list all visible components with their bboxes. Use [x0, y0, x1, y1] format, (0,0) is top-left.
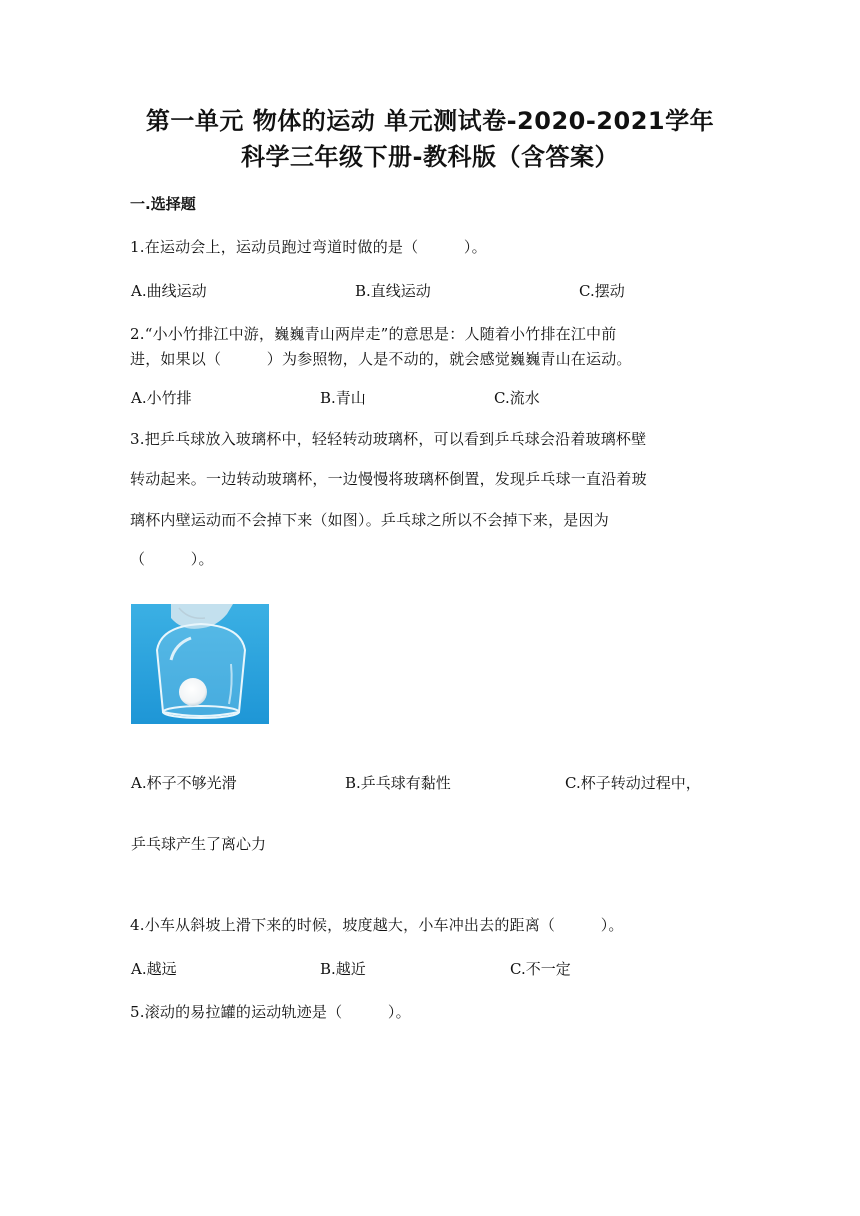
pingpong-ball-icon — [179, 678, 207, 706]
question-5-text: 5.滚动的易拉罐的运动轨迹是（ ）。 — [130, 1003, 411, 1021]
question-3-text-line-2: 转动起来。一边转动玻璃杯，一边慢慢将玻璃杯倒置，发现乒乓球一直沿着玻 — [130, 470, 647, 488]
title-line-2: 科学三年级下册-教科版（含答案） — [241, 143, 619, 171]
question-4-option-a: A.越远 — [131, 960, 177, 978]
question-3-option-a: A.杯子不够光滑 — [131, 774, 237, 792]
question-1-text: 1.在运动会上，运动员跑过弯道时做的是（ ）。 — [130, 238, 487, 256]
glass-cup-pingpong-figure — [131, 604, 269, 724]
title-line-1: 第一单元 物体的运动 单元测试卷-2020-2021学年 — [145, 107, 715, 135]
question-1-option-a: A.曲线运动 — [131, 282, 207, 300]
question-3-option-c: C.杯子转动过程中， — [565, 774, 701, 792]
question-3-text-line-1: 3.把乒乓球放入玻璃杯中，轻轻转动玻璃杯，可以看到乒乓球会沿着玻璃杯壁 — [130, 430, 647, 448]
question-2-option-a: A.小竹排 — [131, 389, 192, 407]
question-1-option-c: C.摆动 — [579, 282, 625, 300]
question-2-text-line-1: 2.“小小竹排江中游，巍巍青山两岸走”的意思是：人随着小竹排在江中前 — [130, 325, 617, 343]
question-4-option-c: C.不一定 — [510, 960, 571, 978]
question-2-option-b: B.青山 — [320, 389, 366, 407]
section-heading: 一.选择题 — [130, 195, 196, 213]
question-3-text-line-4: （ ）。 — [130, 550, 214, 568]
question-4-option-b: B.越近 — [320, 960, 366, 978]
question-3-text-line-3: 璃杯内壁运动而不会掉下来（如图）。乒乓球之所以不会掉下来，是因为 — [130, 511, 609, 529]
question-1-option-b: B.直线运动 — [355, 282, 431, 300]
question-2-option-c: C.流水 — [494, 389, 540, 407]
question-2-text-line-2: 进，如果以（ ）为参照物，人是不动的，就会感觉巍巍青山在运动。 — [130, 350, 632, 368]
question-3-option-c-continued: 乒乓球产生了离心力 — [131, 835, 267, 853]
question-4-text: 4.小车从斜坡上滑下来的时候，坡度越大，小车冲出去的距离（ ）。 — [130, 916, 624, 934]
question-3-option-b: B.乒乓球有黏性 — [345, 774, 451, 792]
